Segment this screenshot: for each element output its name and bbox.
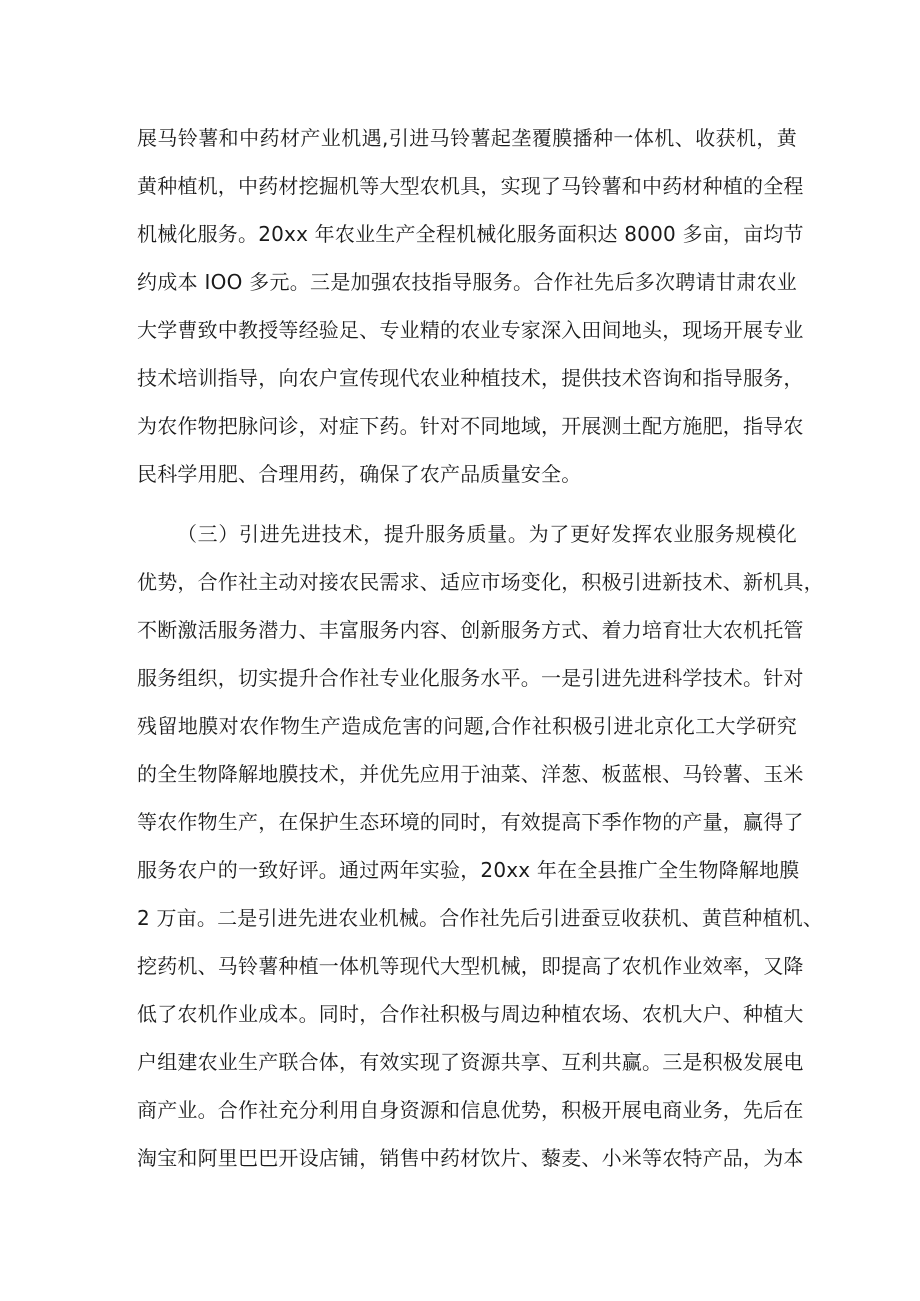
text-line: 的全生物降解地膜技术，并优先应用于油菜、洋葱、板蓝根、马铃薯、玉米 [137,762,804,786]
text-line: 黄种植机，中药材挖掘机等大型农机具，实现了马铃薯和中药材种植的全程 [137,174,804,198]
text-line: 服务组织，切实提升合作社专业化服务水平。一是引进先进科学技术。针对 [137,666,804,690]
text-line: 为农作物把脉问诊，对症下药。针对不同地域，开展测土配方施肥，指导农 [137,414,804,438]
text-line: 优势，合作社主动对接农民需求、适应市场变化，积极引进新技术、新机具， [137,570,824,594]
text-line: 挖药机、马铃薯种植一体机等现代大型机械，即提高了农机作业效率，又降 [137,954,804,978]
text-line: 技术培训指导，向农户宣传现代农业种植技术，提供技术咨询和指导服务， [137,366,804,390]
text-line: 残留地膜对农作物生产造成危害的问题,合作社积极引进北京化工大学研究 [137,714,797,738]
text-line: 展马铃薯和中药材产业机遇,引进马铃薯起垄覆膜播种一体机、收获机，黄 [137,126,797,150]
text-line: 不断激活服务潜力、丰富服务内容、创新服务方式、着力培育壮大农机托管 [137,618,804,642]
text-line: 大学曹致中教授等经验足、专业精的农业专家深入田间地头，现场开展专业 [137,318,804,342]
text-line: 淘宝和阿里巴巴开设店铺，销售中药材饮片、藜麦、小米等农特产品，为本 [137,1146,804,1170]
text-line: 户组建农业生产联合体，有效实现了资源共享、互利共赢。三是积极发展电 [137,1050,804,1074]
text-line: 约成本 IOO 多元。三是加强农技指导服务。合作社先后多次聘请甘肃农业 [137,270,797,294]
text-line: 低了农机作业成本。同时，合作社积极与周边种植农场、农机大户、种植大 [137,1002,804,1026]
text-line: 等农作物生产，在保护生态环境的同时，有效提高下季作物的产量，赢得了 [137,810,804,834]
text-line: 2 万亩。二是引进先进农业机械。合作社先后引进蚕豆收获机、黄苣种植机、 [137,906,824,930]
text-line: 商产业。合作社充分利用自身资源和信息优势，积极开展电商业务，先后在 [137,1098,804,1122]
text-line: 民科学用肥、合理用药，确保了农产品质量安全。 [137,462,582,486]
text-line: 机械化服务。20xx 年农业生产全程机械化服务面积达 8000 多亩，亩均节 [137,222,804,246]
text-line: （三）引进先进技术，提升服务质量。为了更好发挥农业服务规模化 [177,522,797,546]
text-line: 服务农户的一致好评。通过两年实验，20xx 年在全县推广全生物降解地膜 [137,858,800,882]
